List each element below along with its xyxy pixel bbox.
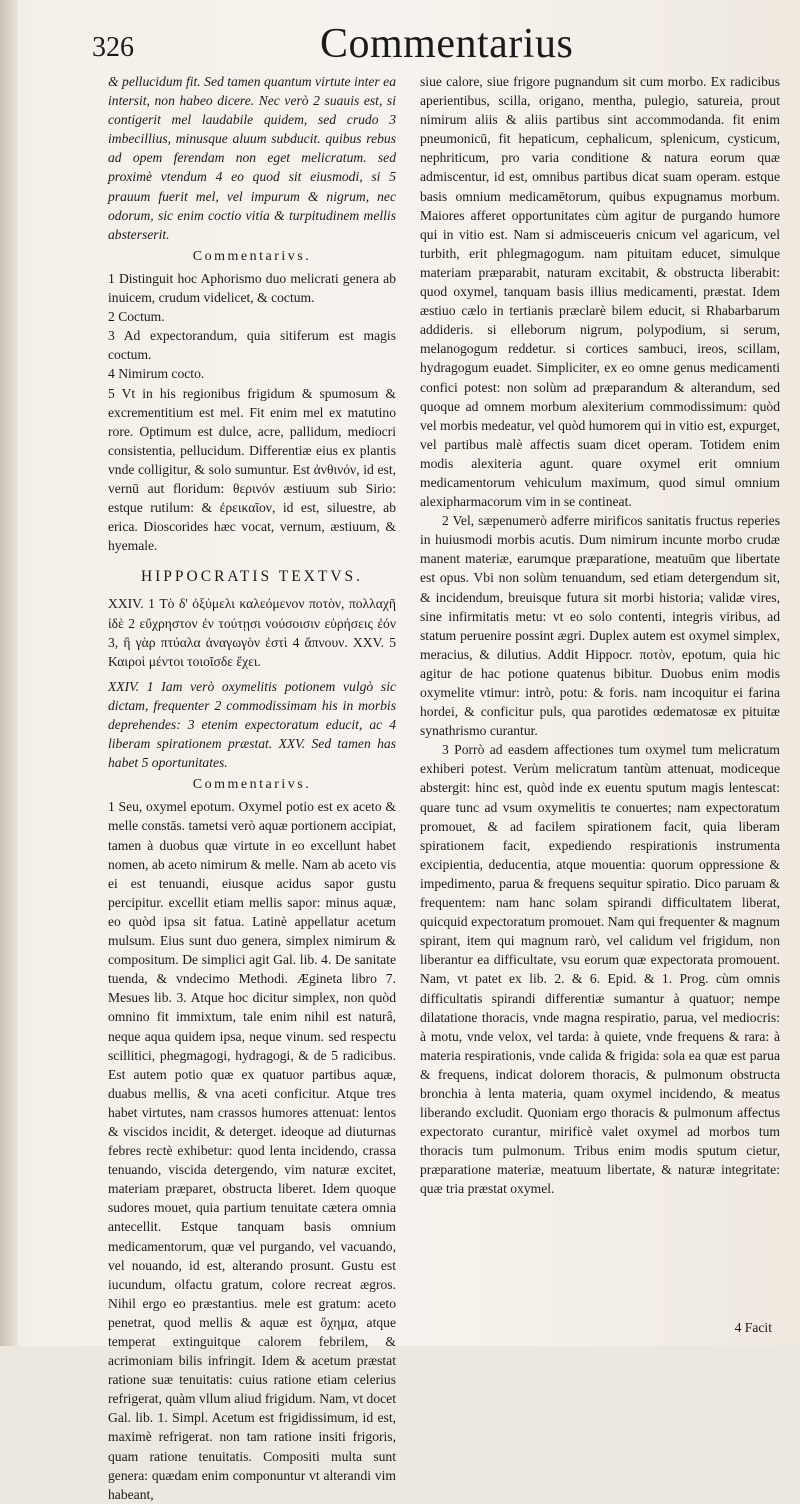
right-paragraph-2: 2 Vel, sæpenumerò adferre mirificos sanitatis fructus reperies in huiusmodi morbis acutis. Dum nimirum incunte morbo crudæ manent materiæ, earumque præparatione, meatuūm que libertate est opus. Vbi non solùm tenuandum, sed etiam detergendum sit, & incidendum, breuisque futura sit morbi historia; validæ vires, sine infirmitatis metu: vt eo solo contenti, integris viribus, ad statum peruenire possint ægri. Duplex autem est oxymel simplex, meracius, & dilutius. Addit Hippocr. ποτὸν, epotum, quia hic agitur de hac potione quatenus bibitur. Duobus enim modis oxymelite vtimur: intrò, potu: & foris. nam incoquitur ei farina hordei, & conficitur puls, qua parotides œdematosæ ex pituitæ synathrismo curantur. (420, 513, 780, 739)
right-paragraph-3: 3 Porrò ad easdem affectiones tum oxymel tum melicratum exhiberi potest. Verùm melicratum tantùm attenuat, modiceque abstergit: hinc est, quòd inde ex euentu sputum magis lentescat: quare tunc ad vsum oxymelitis te conuertes; nam expectoratum promouet, & ad facilem spirationem facit, quia liberam spirationem facit, expediendo respirationis instrumenta excipientia, deducentia, atque mouentia: quorum oppressione & impedimento, parua & frequens sequitur spiratio. Dico paruam & frequentem: nam hanc solam spirandi difficultatem liberat, quicquid expectoratum promouet. Nam qui frequenter & magnum spirant, item qui magnum rarò, vel calidum vel frigidum, non liberantur ea difficultate, vsu eorum quæ expectorata promouent. Nam, vt patet ex lib. 2. & 6. Epid. & 1. Prog. cùm omnis difficultatis spirandi differentiæ sumantur à quatuor; nempe dilatatione thoracis, vnde magna respiratio, parua, vel mediocris: à motu, vnde velox, vel tarda: à quiete, vnde frequens & rara: à materia respirationis, vnde calida & frigida: sola ea quæ est parua & frequens, indicat dolorem thoracis, & pulmonum obstructa bronchia à lenta materia, quam oxymel incidendo, & meatus liberando excludit. Quoniam ergo thoracis & pulmonum affectus expectorato curantur, mirificè valet oxymel ad morbos tum thoracis tum pulmonum. Tribus enim modis sputum cietur, præparatione materiæ, meatuum libertate, & naturæ integritate: quæ tria præstat oxymel. (420, 742, 780, 1197)
page-number: 326 (92, 32, 134, 63)
intro-italic-text: & pellucidum fit. Sed tamen quantum virtute inter ea intersit, non habeo dicere. Nec verò 2 suauis est, si contigerit mel laudabile quidem, sed crudo 3 imbecillius, minusque aluum subducit. quibus rebus ad opem ferendam non eget melicratum. sed proximè vtendum 4 eo quod sit eiusmodi, si 5 prauum fuerit mel, vel impurum & nigrum, nec odorum, sic enim coctio vitia & turpitudinem mellis absterserit. (108, 74, 396, 242)
note-3: 3 Ad expectorandum, quia sitiferum est magis coctum. (108, 328, 396, 363)
note-1: 1 Distinguit hoc Aphorismo duo melicrati genera ab inuicem, crudum videlicet, & coctum. (108, 270, 396, 306)
commentary-text: 1 Seu, oxymel epotum. Oxymel potio est ex aceto & melle constās. tametsi verò aquæ portionem accipiat, tamen à duobus quæ virtute in eo excellunt habet nomen, ab aceto nimirum & melle. Nam ab aceto vis ei est tenuandi, eiusque acidus sapor gustu percipitur. excellit etiam mellis sapor: minus aquæ, eo quòd ipsa sit fatua. Latinè appellatur acetum mulsum. Eius sunt duo genera, simplex nimirum & compositum. De simplici agit Gal. lib. 4. De sanitate tuenda, & vndecimo Methodi. Ægineta libro 7. Mesues lib. 3. Atque hoc dicitur simplex, non quòd omnino fit immixtum, tale enim nihil est naturâ, neque aqua quidem ipsa, neque vinum. sed respectu scillitici, phegmagogi, hydragogi, & de 5 radicibus. Est autem potio quæ ex quatuor partibus aquæ, duabus mellis, & vna aceti conficitur. Atque tres habet virtutes, nam crassos humores attenuat: lentos & viscidos incidit, & deterget. ideoque ad diuturnas febres rectè exhibetur: quod lenta incidendo, crassa tenuando, viscida detergendo, vim naturæ excitet, materiam præparet, obstructa liberet. Idem quoque sudores mouet, quia partium tenuitate cætera omnia antecellit. Estque tanquam basis omnium medicamentorum, quæ vel purgando, vel vacuando, vel nouando, id est, alterando prosunt. Gustu est iucundum, olfactu gratum, colore recreat ægros. Nihil ergo eo præstantius. mele est gratum: aceto penetrat, quod mellis & aquæ est ὄχημα, atque temperat extinguitque calorem febrilem, & acrimoniam bilis infringit. Idem & acetum præstat ratione suæ tenuitatis: cuius ratione etiam celerius refrigerat, quàm vllum aliud frigidum. Nam, vt docet Gal. lib. 1. Simpl. Acetum est frigidissimum, id est, maximè refrigerat. non tam ratione insiti frigoris, quam ratione tenuitatis. Compositi multa sunt genera: quædam enim componuntur vt alterandi vim habeant, (108, 799, 396, 1502)
note-5: 5 Vt in his regionibus frigidum & spumosum & excrementitium est mel. Fit enim mel ex matutino rore. Optimum est dulce, acre, pallidum, mediocri consistentia, pellucidum. Differentiæ eius ex plantis vnde colligitur, & solo sumuntur. Est ἀνθινόν, id est, vernū aut floridum: θερινόν æstiuum sub Sirio: estque rutilum: & ἐρεικαῖον, id est, siluestre, ab erica. Dioscorides hæc vocat, vernum, æstiuum, & hyemale. (108, 385, 396, 554)
catchword: 4 Facit (734, 1320, 772, 1335)
running-title: Commentarius (320, 21, 574, 67)
commentary-heading-1: Commentarivs. (192, 248, 312, 264)
page-header (92, 14, 772, 70)
note-2: 2 Coctum. (108, 309, 165, 325)
commentary-heading-2: Commentarivs. (192, 777, 312, 793)
right-column (420, 72, 780, 1199)
left-column (108, 72, 396, 1504)
page-gutter-edge (0, 0, 18, 1346)
greek-text: XXIV. 1 Τὸ δ' ὀξύμελι καλεόμενον ποτὸν, πολλαχῆ ἰδὲ 2 εὔχρηστον ἐν τούτῃσι νούσοισιν εὑρήσεις ἐόν 3, ἢ γὰρ πτύαλα ἀναγωγὸν ἐστὶ 4 ἄπνουν. XXV. 5 Καιροὶ μέντοι τοιοῖσδε ἔχει. (108, 596, 396, 669)
hippocratis-heading: HIPPOCRATIS TEXTVS. (140, 568, 364, 586)
latin-translation: XXIV. 1 Iam verò oxymelitis potionem vulgò sic dictam, frequenter 2 commodissimam his in morbis deprehendes: 3 etenim expectoratum educit, ac 4 liberam spirationem præstat. XXV. Sed tamen has habet 5 oportunitates. (108, 678, 396, 771)
right-paragraph-1: siue calore, siue frigore pugnandum sit cum morbo. Ex radicibus aperientibus, scilla, origano, mentha, pulegio, satureia, prout nimirum aliis & aliis partibus sint accommodanda. fit enim pneumonicū, fit hepaticum, cephalicum, splenicum, cysticum, nephriticum, pro varia conditione & natura eorum quæ admiscentur, id est, omnibus partibus dicat suam operam. estque basis omnium medicamētorum, quibus expugnamus morbum. Maiores afferet opportunitates cùm agitur de purgando humore qui in vitio est. Nam si admisceueris cnicum vel agaricum, vel turbith, erit phlegmagogum. nam pituitam educet, simulque materiam præparabit, naturam excitabit, & obstructa liberabit: quod oxymel, tanquam basis illius medicamenti, præstat. Idem æstiuo cælo in tertianis præclarè bilem educit, si Rhabarbarum addideris. si elleborum nigrum, polypodium, si serum, melanogogum reddetur. si cortices sambuci, ireos, scillam, hydragogum euadet. Simpliciter, ex eo omne genus medicamenti confici potest: non solùm ad præparandum & alterandum, sed quoque ad omnem morbum alexiterium commodissimum: quòd vel morbis medeatur, vel quòd humorem qui in vitio est, expurget, vel partibus malè affectis suam dicet operam. Totidem enim modis alexiteria agunt. quare oxymel erit omnium medicamentorum vehiculum maximum, quod simul omnium alexipharmacorum vim in se contineat. (420, 74, 780, 510)
note-4: 4 Nimirum cocto. (108, 366, 205, 382)
